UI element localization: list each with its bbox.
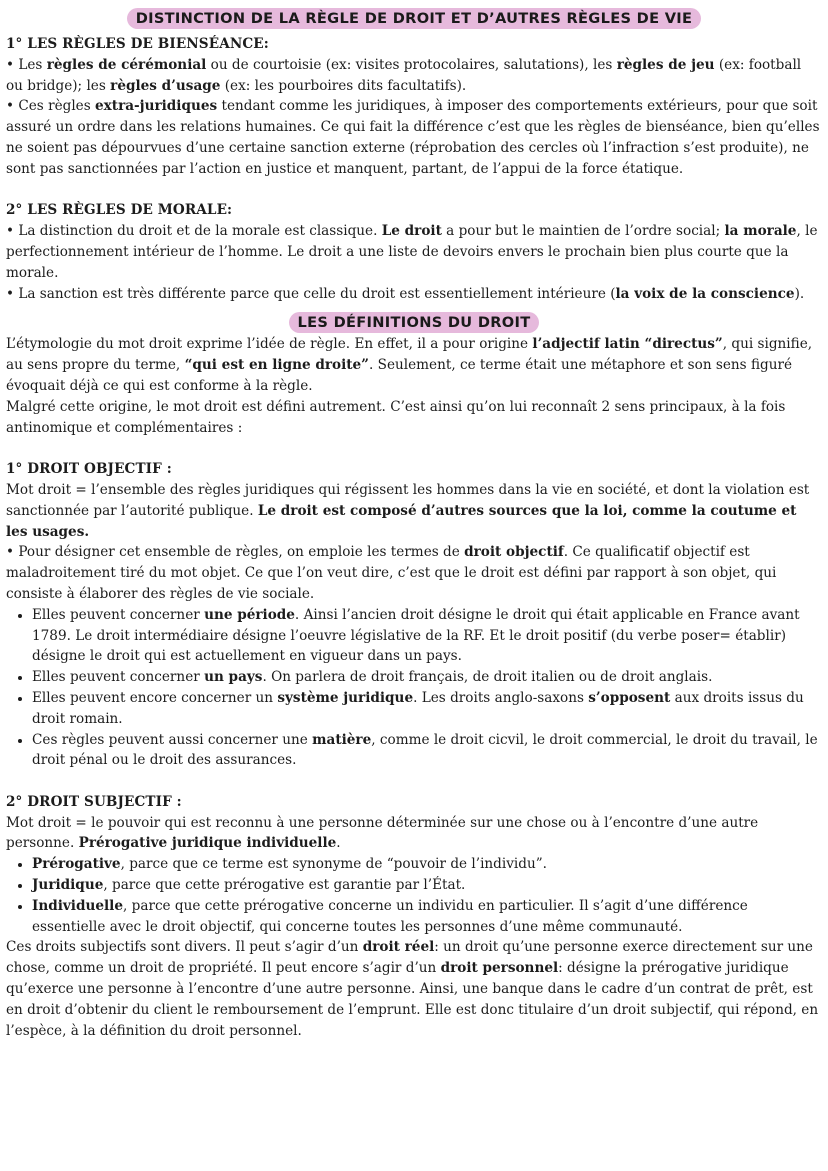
- text-run: Mot droit = le pouvoir qui est reconnu à une personne déterminée sur une chose ou à l’encontre d’une autre personne.: [6, 814, 759, 852]
- bold-text: l’adjectif latin “directus”: [532, 336, 723, 353]
- section-heading-morale: 2° LES RÈGLES DE MORALE:: [6, 202, 233, 219]
- section-title-definitions: LES DÉFINITIONS DU DROIT: [289, 312, 540, 333]
- text-run: , parce que cette prérogative concerne un individu en particulier. Il s’agit d’une différence essentielle avec le droit objectif, qui concerne toutes les personnes d’une même communauté.: [32, 897, 748, 935]
- bold-text: extra-juridiques: [95, 98, 218, 115]
- text-run: • Pour désigner cet ensemble de règles, on emploie les termes de: [6, 544, 465, 561]
- text-run: . Les droits anglo-saxons: [413, 689, 589, 706]
- bold-text: droit personnel: [440, 960, 559, 977]
- text-run: , parce que ce terme est synonyme de “pouvoir de l’individu”.: [120, 856, 547, 873]
- text-run: tendant comme les juridiques, à imposer des comportements extérieurs, pour que soit assuré un ordre dans les relations humaines. Ce qui fait la différence c’est que les règles de bienséance, bien qu’elles ne soient pas dépourvues d’une certaine sanction externe (réprobation des cercles où l’infraction s’est produite), ne sont pas sanctionnées par l’action en justice et manquent, partant, de l’appui de la force étatique.: [6, 98, 820, 177]
- bold-text: droit objectif: [464, 544, 564, 561]
- list-item: [32, 667, 822, 688]
- section-heading-droit-subjectif: 2° DROIT SUBJECTIF :: [6, 793, 182, 810]
- text-run: ou de courtoisie (ex: visites protocolaires, salutations), les: [206, 56, 617, 73]
- paragraph: [6, 937, 822, 1041]
- paragraph: [6, 96, 822, 179]
- text-run: • La sanction est très différente parce que celle du droit est essentiellement intérieure (: [6, 285, 616, 302]
- text-run: Elles peuvent concerner: [32, 669, 205, 686]
- text-run: : un droit qu’une personne exerce directement sur une chose, comme un droit de propriété. Il peut encore s’agir d’un: [6, 939, 813, 977]
- bold-text: s’opposent: [588, 689, 671, 706]
- text-run: L’étymologie du mot droit exprime l’idée de règle. En effet, il a pour origine: [6, 336, 533, 353]
- text-run: Mot droit = l’ensemble des règles juridiques qui régissent les hommes dans la vie en société, et dont la violation est sanctionnée par l’autorité publique.: [6, 481, 810, 519]
- text-run: (ex: football ou bridge); les: [6, 56, 802, 94]
- text-run: Elles peuvent concerner: [32, 606, 205, 623]
- text-run: , qui signifie, au sens propre du terme,: [6, 336, 813, 374]
- paragraph: [6, 221, 822, 283]
- bold-text: la morale: [724, 223, 797, 240]
- text-run: .: [336, 835, 341, 852]
- section-heading-droit-objectif: 1° DROIT OBJECTIF :: [6, 461, 172, 478]
- text-run: aux droits issus du droit romain.: [32, 689, 804, 727]
- bold-text: Juridique: [32, 877, 104, 894]
- bold-text: règles de jeu: [616, 56, 715, 73]
- bold-text: système juridique: [277, 689, 414, 706]
- text-run: : désigne la prérogative juridique qu’exerce une personne à l’encontre d’une autre personne. Ainsi, une banque dans le cadre d’un contrat de prêt, est en droit d’obtenir du client le remboursement de l’emprunt. Elle est donc titulaire d’un droit subjectif, qui répond, en l’espèce, à la définition du droit personnel.: [6, 960, 819, 1039]
- section-heading-bienseance: 1° LES RÈGLES DE BIENSÉANCE:: [6, 36, 269, 52]
- bold-text: un pays: [204, 669, 263, 686]
- paragraph: [6, 813, 822, 855]
- bold-text: Le droit est composé d’autres sources que la loi, comme la coutume et les usages.: [6, 502, 797, 540]
- paragraph: [6, 542, 822, 604]
- text-run: , parce que cette prérogative est garantie par l’État.: [103, 877, 466, 894]
- main-title: DISTINCTION DE LA RÈGLE DE DROIT ET D’AUTRES RÈGLES DE VIE: [127, 8, 702, 29]
- text-run: • La distinction du droit et de la morale est classique.: [6, 223, 382, 240]
- bold-text: Prérogative: [32, 856, 121, 873]
- list-item: [32, 875, 822, 896]
- bold-text: matière: [312, 731, 372, 748]
- text-run: , comme le droit cicvil, le droit commercial, le droit du travail, le droit pénal ou le droit des assurances.: [32, 731, 818, 769]
- text-run: Ces règles peuvent aussi concerner une: [32, 731, 313, 748]
- paragraph: [6, 480, 822, 542]
- text-run: a pour but le maintien de l’ordre social;: [441, 223, 725, 240]
- paragraph: Malgré cette origine, le mot droit est défini autrement. C’est ainsi qu’on lui reconnaît 2 sens principaux, à la fois antinomique et complémentaires :: [6, 398, 786, 436]
- text-run: . Ainsi l’ancien droit désigne le droit qui était applicable en France avant 1789. Le droit intermédiaire désigne l’oeuvre législative de la RF. Et le droit positif (du verbe poser= établir) désigne le droit qui est actuellement en vigueur dans un pays.: [32, 606, 800, 665]
- paragraph: [6, 55, 822, 97]
- paragraph: [6, 334, 822, 396]
- text-run: Elles peuvent encore concerner un: [32, 689, 278, 706]
- document-page: [6, 8, 822, 1041]
- bold-text: la voix de la conscience: [615, 285, 795, 302]
- text-run: • Les: [6, 56, 47, 73]
- bold-text: une période: [204, 606, 295, 623]
- text-run: ).: [794, 285, 805, 302]
- bold-text: droit réel: [362, 939, 435, 956]
- bold-text: Le droit: [381, 223, 442, 240]
- text-run: (ex: les pourboires dits facultatifs).: [220, 77, 467, 94]
- bold-text: règles d’usage: [110, 77, 221, 94]
- list-item: [32, 730, 822, 772]
- list-item: [32, 688, 822, 730]
- text-run: Ces droits subjectifs sont divers. Il peut s’agir d’un: [6, 939, 363, 956]
- bullet-list: [6, 854, 822, 937]
- list-item: [32, 896, 822, 938]
- list-item: [32, 605, 822, 667]
- bold-text: règles de cérémonial: [46, 56, 207, 73]
- bold-text: Prérogative juridique individuelle: [78, 835, 337, 852]
- bullet-list: [6, 605, 822, 771]
- paragraph: [6, 284, 822, 305]
- text-run: • Ces règles: [6, 98, 96, 115]
- text-run: . Ce qualificatif objectif est maladroitement tiré du mot objet. Ce que l’on veut dire, c’est que le droit est défini par rapport à son objet, qui consiste à élaborer des règles de vie sociale.: [6, 544, 777, 602]
- bold-text: “qui est en ligne droite”: [184, 357, 370, 374]
- bold-text: Individuelle: [32, 897, 123, 914]
- text-run: . Seulement, ce terme était une métaphore et son sens figuré évoquait déjà ce qui est conforme à la règle.: [6, 357, 793, 394]
- text-run: . On parlera de droit français, de droit italien ou de droit anglais.: [262, 669, 713, 686]
- list-item: [32, 854, 822, 875]
- text-run: , le perfectionnement intérieur de l’homme. Le droit a une liste de devoirs envers le prochain bien plus courte que la morale.: [6, 223, 818, 281]
